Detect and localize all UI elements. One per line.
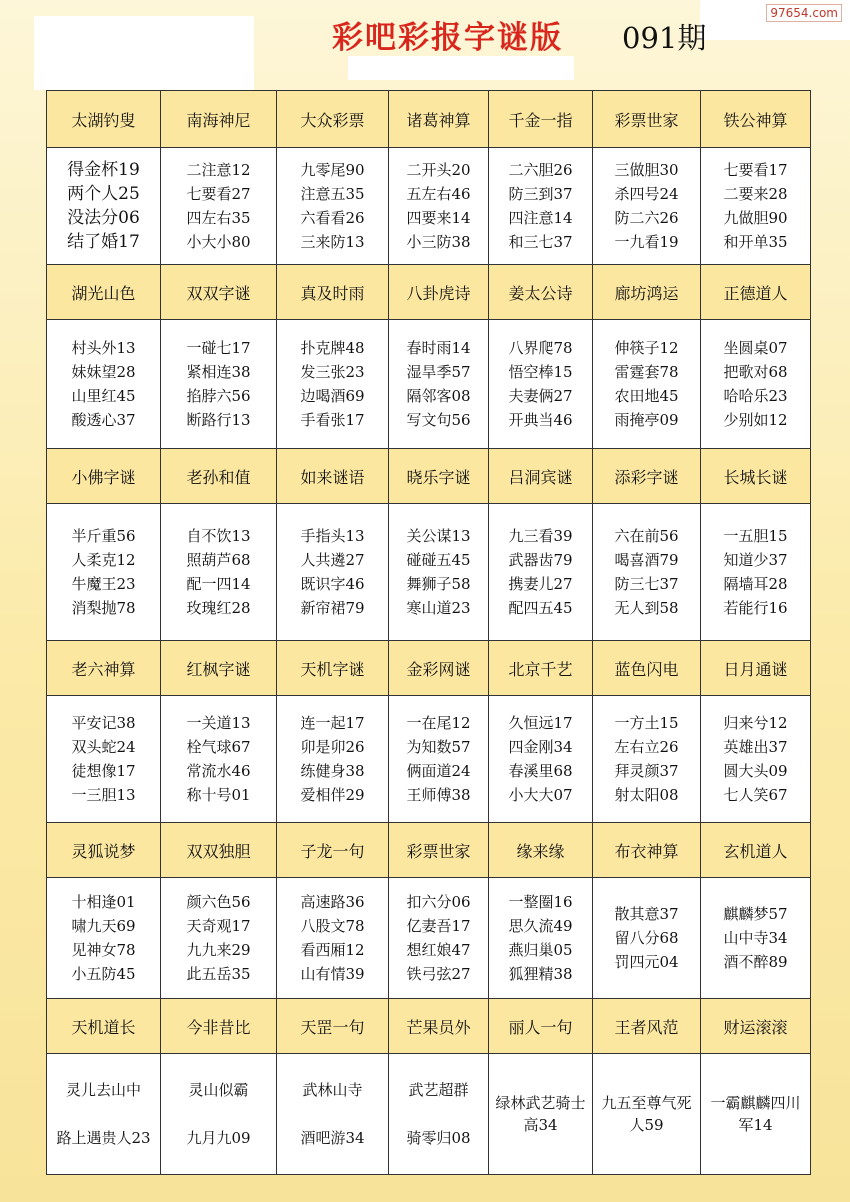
puzzle-line: 玫瑰红28: [186, 599, 251, 617]
puzzle-cell: [47, 696, 161, 823]
puzzle-line: 碰碰五45: [406, 551, 471, 569]
content-row: [47, 504, 811, 641]
puzzle-cell: [277, 504, 389, 641]
puzzle-line: 边喝酒69: [300, 387, 365, 405]
puzzle-cell: [389, 696, 489, 823]
puzzle-cell: [593, 320, 701, 449]
column-header: 双双独胆: [161, 823, 277, 878]
puzzle-line: 七要看17: [723, 161, 788, 179]
column-header: 大众彩票: [277, 91, 389, 148]
issue-number: 091期: [622, 21, 707, 55]
puzzle-line: 写文句56: [406, 411, 471, 429]
column-header: 诸葛神算: [389, 91, 489, 148]
column-header: 缘来缘: [489, 823, 593, 878]
column-header: 铁公神算: [701, 91, 811, 148]
puzzle-line: 栓气球67: [186, 738, 251, 756]
puzzle-line: 隔墙耳28: [723, 575, 788, 593]
content-row: [47, 148, 811, 265]
column-header: 天机道长: [47, 999, 161, 1054]
puzzle-line: 九五至尊气死人59: [601, 1094, 692, 1134]
puzzle-line: 消梨抛78: [71, 599, 136, 617]
puzzle-line: 关公谋13: [406, 527, 471, 545]
puzzle-line: 一整圈16: [508, 893, 573, 911]
puzzle-line: 想红娘47: [406, 941, 471, 959]
puzzle-line: 三来防13: [300, 233, 365, 251]
puzzle-cell: [593, 878, 701, 999]
puzzle-line: 伸筷子12: [614, 339, 679, 357]
puzzle-line: 紧相连38: [186, 363, 251, 381]
puzzle-line: 山有情39: [300, 965, 365, 983]
puzzle-line: 武林山寺: [302, 1081, 363, 1099]
puzzle-cell: [161, 696, 277, 823]
puzzle-line: 发三张23: [300, 363, 365, 381]
column-header: 子龙一句: [277, 823, 389, 878]
puzzle-line: 酸透心37: [71, 411, 136, 429]
puzzle-line: 久恒远17: [508, 714, 573, 732]
puzzle-line: 天奇观17: [186, 917, 251, 935]
column-header: 真及时雨: [277, 265, 389, 320]
column-header: 芒果员外: [389, 999, 489, 1054]
puzzle-line: 坐圆桌07: [723, 339, 788, 357]
puzzle-table: [46, 90, 811, 1175]
puzzle-line: 配一四14: [186, 575, 251, 593]
puzzle-cell: [701, 1054, 811, 1175]
puzzle-line: 悟空棒15: [508, 363, 573, 381]
puzzle-line: 九做胆90: [723, 209, 788, 227]
puzzle-line: 左右立26: [614, 738, 679, 756]
column-header: 布衣神算: [593, 823, 701, 878]
puzzle-line: 雷霆套78: [614, 363, 679, 381]
column-header: 灵狐说梦: [47, 823, 161, 878]
puzzle-line: 小三防38: [406, 233, 471, 251]
puzzle-line: 小大大07: [508, 786, 573, 804]
puzzle-cell: [701, 148, 811, 265]
puzzle-line: 狐狸精38: [508, 965, 573, 983]
puzzle-line: 小大小80: [186, 233, 251, 251]
puzzle-line: 一霸麒麟四川军14: [710, 1094, 801, 1134]
column-header: 彩票世家: [593, 91, 701, 148]
column-header: 添彩字谜: [593, 449, 701, 504]
column-header: 北京千艺: [489, 641, 593, 696]
content-row: [47, 1054, 811, 1175]
puzzle-line: 武艺超群: [408, 1081, 469, 1099]
column-header: 蓝色闪电: [593, 641, 701, 696]
puzzle-line: 九九来29: [186, 941, 251, 959]
puzzle-cell: [701, 504, 811, 641]
puzzle-cell: [161, 504, 277, 641]
puzzle-line: 注意五35: [300, 185, 365, 203]
puzzle-line: 人柔克12: [71, 551, 136, 569]
puzzle-cell: [389, 504, 489, 641]
puzzle-line: 结了婚17: [67, 232, 140, 252]
puzzle-line: 没法分06: [67, 208, 140, 228]
puzzle-line: 罚四元04: [614, 953, 679, 971]
column-header: 双双字谜: [161, 265, 277, 320]
puzzle-line: 连一起17: [300, 714, 365, 732]
puzzle-line: 平安记38: [71, 714, 136, 732]
puzzle-line: 三做胆30: [614, 161, 679, 179]
puzzle-line: 一五胆15: [723, 527, 788, 545]
puzzle-line: 为知数57: [406, 738, 471, 756]
puzzle-line: 和开单35: [723, 233, 788, 251]
puzzle-line: 携妻儿27: [508, 575, 573, 593]
column-header: 太湖钓叟: [47, 91, 161, 148]
puzzle-line: 四注意14: [508, 209, 573, 227]
puzzle-cell: [489, 696, 593, 823]
puzzle-line: 酒吧游34: [300, 1129, 365, 1147]
puzzle-line: 牛魔王23: [71, 575, 136, 593]
puzzle-line: 防二六26: [614, 209, 679, 227]
puzzle-cell: [389, 878, 489, 999]
column-header: 天罡一句: [277, 999, 389, 1054]
puzzle-line: 半斤重56: [71, 527, 136, 545]
header-row: [47, 91, 811, 148]
puzzle-line: 见神女78: [71, 941, 136, 959]
puzzle-line: 九三看39: [508, 527, 573, 545]
puzzle-line: 手看张17: [300, 411, 365, 429]
puzzle-line: 隔邻客08: [406, 387, 471, 405]
puzzle-line: 山里红45: [71, 387, 136, 405]
puzzle-line: 拜灵颜37: [614, 762, 679, 780]
puzzle-line: 新帘裙79: [300, 599, 365, 617]
puzzle-line: 一在尾12: [406, 714, 471, 732]
puzzle-line: 把歌对68: [723, 363, 788, 381]
column-header: 晓乐字谜: [389, 449, 489, 504]
content-row: [47, 320, 811, 449]
column-header: 彩票世家: [389, 823, 489, 878]
puzzle-cell: [47, 320, 161, 449]
column-header: 玄机道人: [701, 823, 811, 878]
puzzle-line: 小五防45: [71, 965, 136, 983]
puzzle-line: 思久流49: [508, 917, 573, 935]
puzzle-line: 得金杯19: [67, 160, 140, 180]
puzzle-line: 四金刚34: [508, 738, 573, 756]
column-header: 今非昔比: [161, 999, 277, 1054]
puzzle-line: 四要来14: [406, 209, 471, 227]
puzzle-cell: [47, 1054, 161, 1175]
puzzle-line: 扣六分06: [406, 893, 471, 911]
puzzle-line: 一关道13: [186, 714, 251, 732]
puzzle-cell: [389, 1054, 489, 1175]
puzzle-line: 舞狮子58: [406, 575, 471, 593]
header-row: [47, 999, 811, 1054]
puzzle-line: 一碰七17: [186, 339, 251, 357]
puzzle-cell: [593, 1054, 701, 1175]
puzzle-line: 四左右35: [186, 209, 251, 227]
puzzle-line: 骑零归08: [406, 1129, 471, 1147]
column-header: 湖光山色: [47, 265, 161, 320]
puzzle-line: 徒想像17: [71, 762, 136, 780]
puzzle-cell: [161, 1054, 277, 1175]
puzzle-line: 圆大头09: [723, 762, 788, 780]
puzzle-line: 杀四号24: [614, 185, 679, 203]
header-row: [47, 641, 811, 696]
blank-box-middle: [348, 56, 574, 80]
puzzle-line: 二要来28: [723, 185, 788, 203]
puzzle-line: 练健身38: [300, 762, 365, 780]
puzzle-line: 六在前56: [614, 527, 679, 545]
puzzle-line: 绿林武艺骑士高34: [495, 1094, 586, 1134]
puzzle-cell: [489, 878, 593, 999]
puzzle-line: 卯是卯26: [300, 738, 365, 756]
puzzle-line: 人共遴27: [300, 551, 365, 569]
puzzle-line: 九零尾90: [300, 161, 365, 179]
column-header: 老孙和值: [161, 449, 277, 504]
puzzle-line: 防三到37: [508, 185, 573, 203]
column-header: 小佛字谜: [47, 449, 161, 504]
column-header: 如来谜语: [277, 449, 389, 504]
puzzle-line: 英雄出37: [723, 738, 788, 756]
puzzle-cell: [489, 1054, 593, 1175]
puzzle-line: 灵儿去山中: [65, 1081, 141, 1099]
puzzle-line: 此五岳35: [186, 965, 251, 983]
puzzle-line: 开典当46: [508, 411, 573, 429]
column-header: 八卦虎诗: [389, 265, 489, 320]
column-header: 廊坊鸿运: [593, 265, 701, 320]
puzzle-line: 村头外13: [71, 339, 136, 357]
puzzle-line: 九月九09: [186, 1129, 251, 1147]
puzzle-line: 武器齿79: [508, 551, 573, 569]
puzzle-line: 灵山似霸: [188, 1081, 249, 1099]
puzzle-cell: [389, 148, 489, 265]
puzzle-line: 两个人25: [67, 184, 140, 204]
puzzle-cell: [47, 148, 161, 265]
puzzle-line: 一方土15: [614, 714, 679, 732]
puzzle-line: 寒山道23: [406, 599, 471, 617]
column-header: 千金一指: [489, 91, 593, 148]
puzzle-line: 夫妻俩27: [508, 387, 573, 405]
puzzle-line: 散其意37: [614, 905, 679, 923]
puzzle-line: 雨掩亭09: [614, 411, 679, 429]
puzzle-line: 铁弓弦27: [406, 965, 471, 983]
puzzle-cell: [701, 320, 811, 449]
content-row: [47, 696, 811, 823]
puzzle-line: 和三七37: [508, 233, 573, 251]
puzzle-line: 若能行16: [723, 599, 788, 617]
puzzle-line: 七要看27: [186, 185, 251, 203]
puzzle-line: 八界爬78: [508, 339, 573, 357]
puzzle-line: 一九看19: [614, 233, 679, 251]
puzzle-line: 二开头20: [406, 161, 471, 179]
column-header: 吕洞宾谜: [489, 449, 593, 504]
puzzle-line: 手指头13: [300, 527, 365, 545]
puzzle-line: 颜六色56: [186, 893, 251, 911]
puzzle-line: 防三七37: [614, 575, 679, 593]
puzzle-line: 留八分68: [614, 929, 679, 947]
puzzle-line: 断路行13: [186, 411, 251, 429]
puzzle-line: 酒不醉89: [723, 953, 788, 971]
puzzle-cell: [593, 504, 701, 641]
watermark: 97654.com: [766, 4, 842, 22]
column-header: 老六神算: [47, 641, 161, 696]
puzzle-cell: [277, 696, 389, 823]
puzzle-line: 五左右46: [406, 185, 471, 203]
puzzle-line: 十相逢01: [71, 893, 136, 911]
puzzle-line: 知道少37: [723, 551, 788, 569]
puzzle-line: 爱相伴29: [300, 786, 365, 804]
column-header: 正德道人: [701, 265, 811, 320]
puzzle-line: 照葫芦68: [186, 551, 251, 569]
page-title: 彩吧彩报字谜版: [332, 20, 563, 56]
column-header: 财运滚滚: [701, 999, 811, 1054]
puzzle-line: 双头蛇24: [71, 738, 136, 756]
puzzle-line: 少别如12: [723, 411, 788, 429]
puzzle-cell: [489, 504, 593, 641]
puzzle-line: 射太阳08: [614, 786, 679, 804]
puzzle-line: 湿旱季57: [406, 363, 471, 381]
column-header: 王者风范: [593, 999, 701, 1054]
column-header: 金彩网谜: [389, 641, 489, 696]
puzzle-cell: [701, 696, 811, 823]
puzzle-line: 王师傅38: [406, 786, 471, 804]
column-header: 长城长谜: [701, 449, 811, 504]
header-row: [47, 265, 811, 320]
puzzle-line: 扑克牌48: [300, 339, 365, 357]
puzzle-line: 看西厢12: [300, 941, 365, 959]
column-header: 天机字谜: [277, 641, 389, 696]
puzzle-cell: [277, 148, 389, 265]
header-row: [47, 823, 811, 878]
puzzle-line: 俩面道24: [406, 762, 471, 780]
puzzle-line: 春时雨14: [406, 339, 471, 357]
puzzle-line: 路上遇贵人23: [56, 1129, 151, 1147]
column-header: 日月通谜: [701, 641, 811, 696]
puzzle-line: 山中寺34: [723, 929, 788, 947]
puzzle-cell: [277, 320, 389, 449]
puzzle-line: 掐脖六56: [186, 387, 251, 405]
puzzle-line: 妹妹望28: [71, 363, 136, 381]
puzzle-cell: [47, 878, 161, 999]
puzzle-line: 哈哈乐23: [723, 387, 788, 405]
puzzle-line: 啸九天69: [71, 917, 136, 935]
puzzle-line: 称十号01: [186, 786, 251, 804]
column-header: 红枫字谜: [161, 641, 277, 696]
puzzle-line: 一三胆13: [71, 786, 136, 804]
puzzle-line: 既识字46: [300, 575, 365, 593]
column-header: 姜太公诗: [489, 265, 593, 320]
puzzle-cell: [161, 320, 277, 449]
puzzle-line: 常流水46: [186, 762, 251, 780]
content-row: [47, 878, 811, 999]
puzzle-line: 春溪里68: [508, 762, 573, 780]
puzzle-line: 亿妻吾17: [406, 917, 471, 935]
puzzle-cell: [593, 696, 701, 823]
header-row: [47, 449, 811, 504]
puzzle-cell: [161, 878, 277, 999]
column-header: 丽人一句: [489, 999, 593, 1054]
puzzle-cell: [389, 320, 489, 449]
puzzle-cell: [161, 148, 277, 265]
puzzle-line: 麒麟梦57: [723, 905, 788, 923]
puzzle-line: 六看看26: [300, 209, 365, 227]
puzzle-line: 七人笑67: [723, 786, 788, 804]
puzzle-cell: [489, 320, 593, 449]
puzzle-cell: [47, 504, 161, 641]
puzzle-line: 燕归巢05: [508, 941, 573, 959]
puzzle-line: 配四五45: [508, 599, 573, 617]
puzzle-cell: [701, 878, 811, 999]
column-header: 南海神尼: [161, 91, 277, 148]
puzzle-line: 高速路36: [300, 893, 365, 911]
puzzle-line: 归来兮12: [723, 714, 788, 732]
puzzle-line: 二注意12: [186, 161, 251, 179]
puzzle-cell: [489, 148, 593, 265]
blank-box-left: [34, 16, 254, 90]
puzzle-cell: [593, 148, 701, 265]
puzzle-line: 自不饮13: [186, 527, 251, 545]
puzzle-cell: [277, 878, 389, 999]
puzzle-line: 喝喜酒79: [614, 551, 679, 569]
puzzle-line: 无人到58: [614, 599, 679, 617]
puzzle-line: 农田地45: [614, 387, 679, 405]
puzzle-cell: [277, 1054, 389, 1175]
puzzle-line: 八股文78: [300, 917, 365, 935]
puzzle-line: 二六胆26: [508, 161, 573, 179]
